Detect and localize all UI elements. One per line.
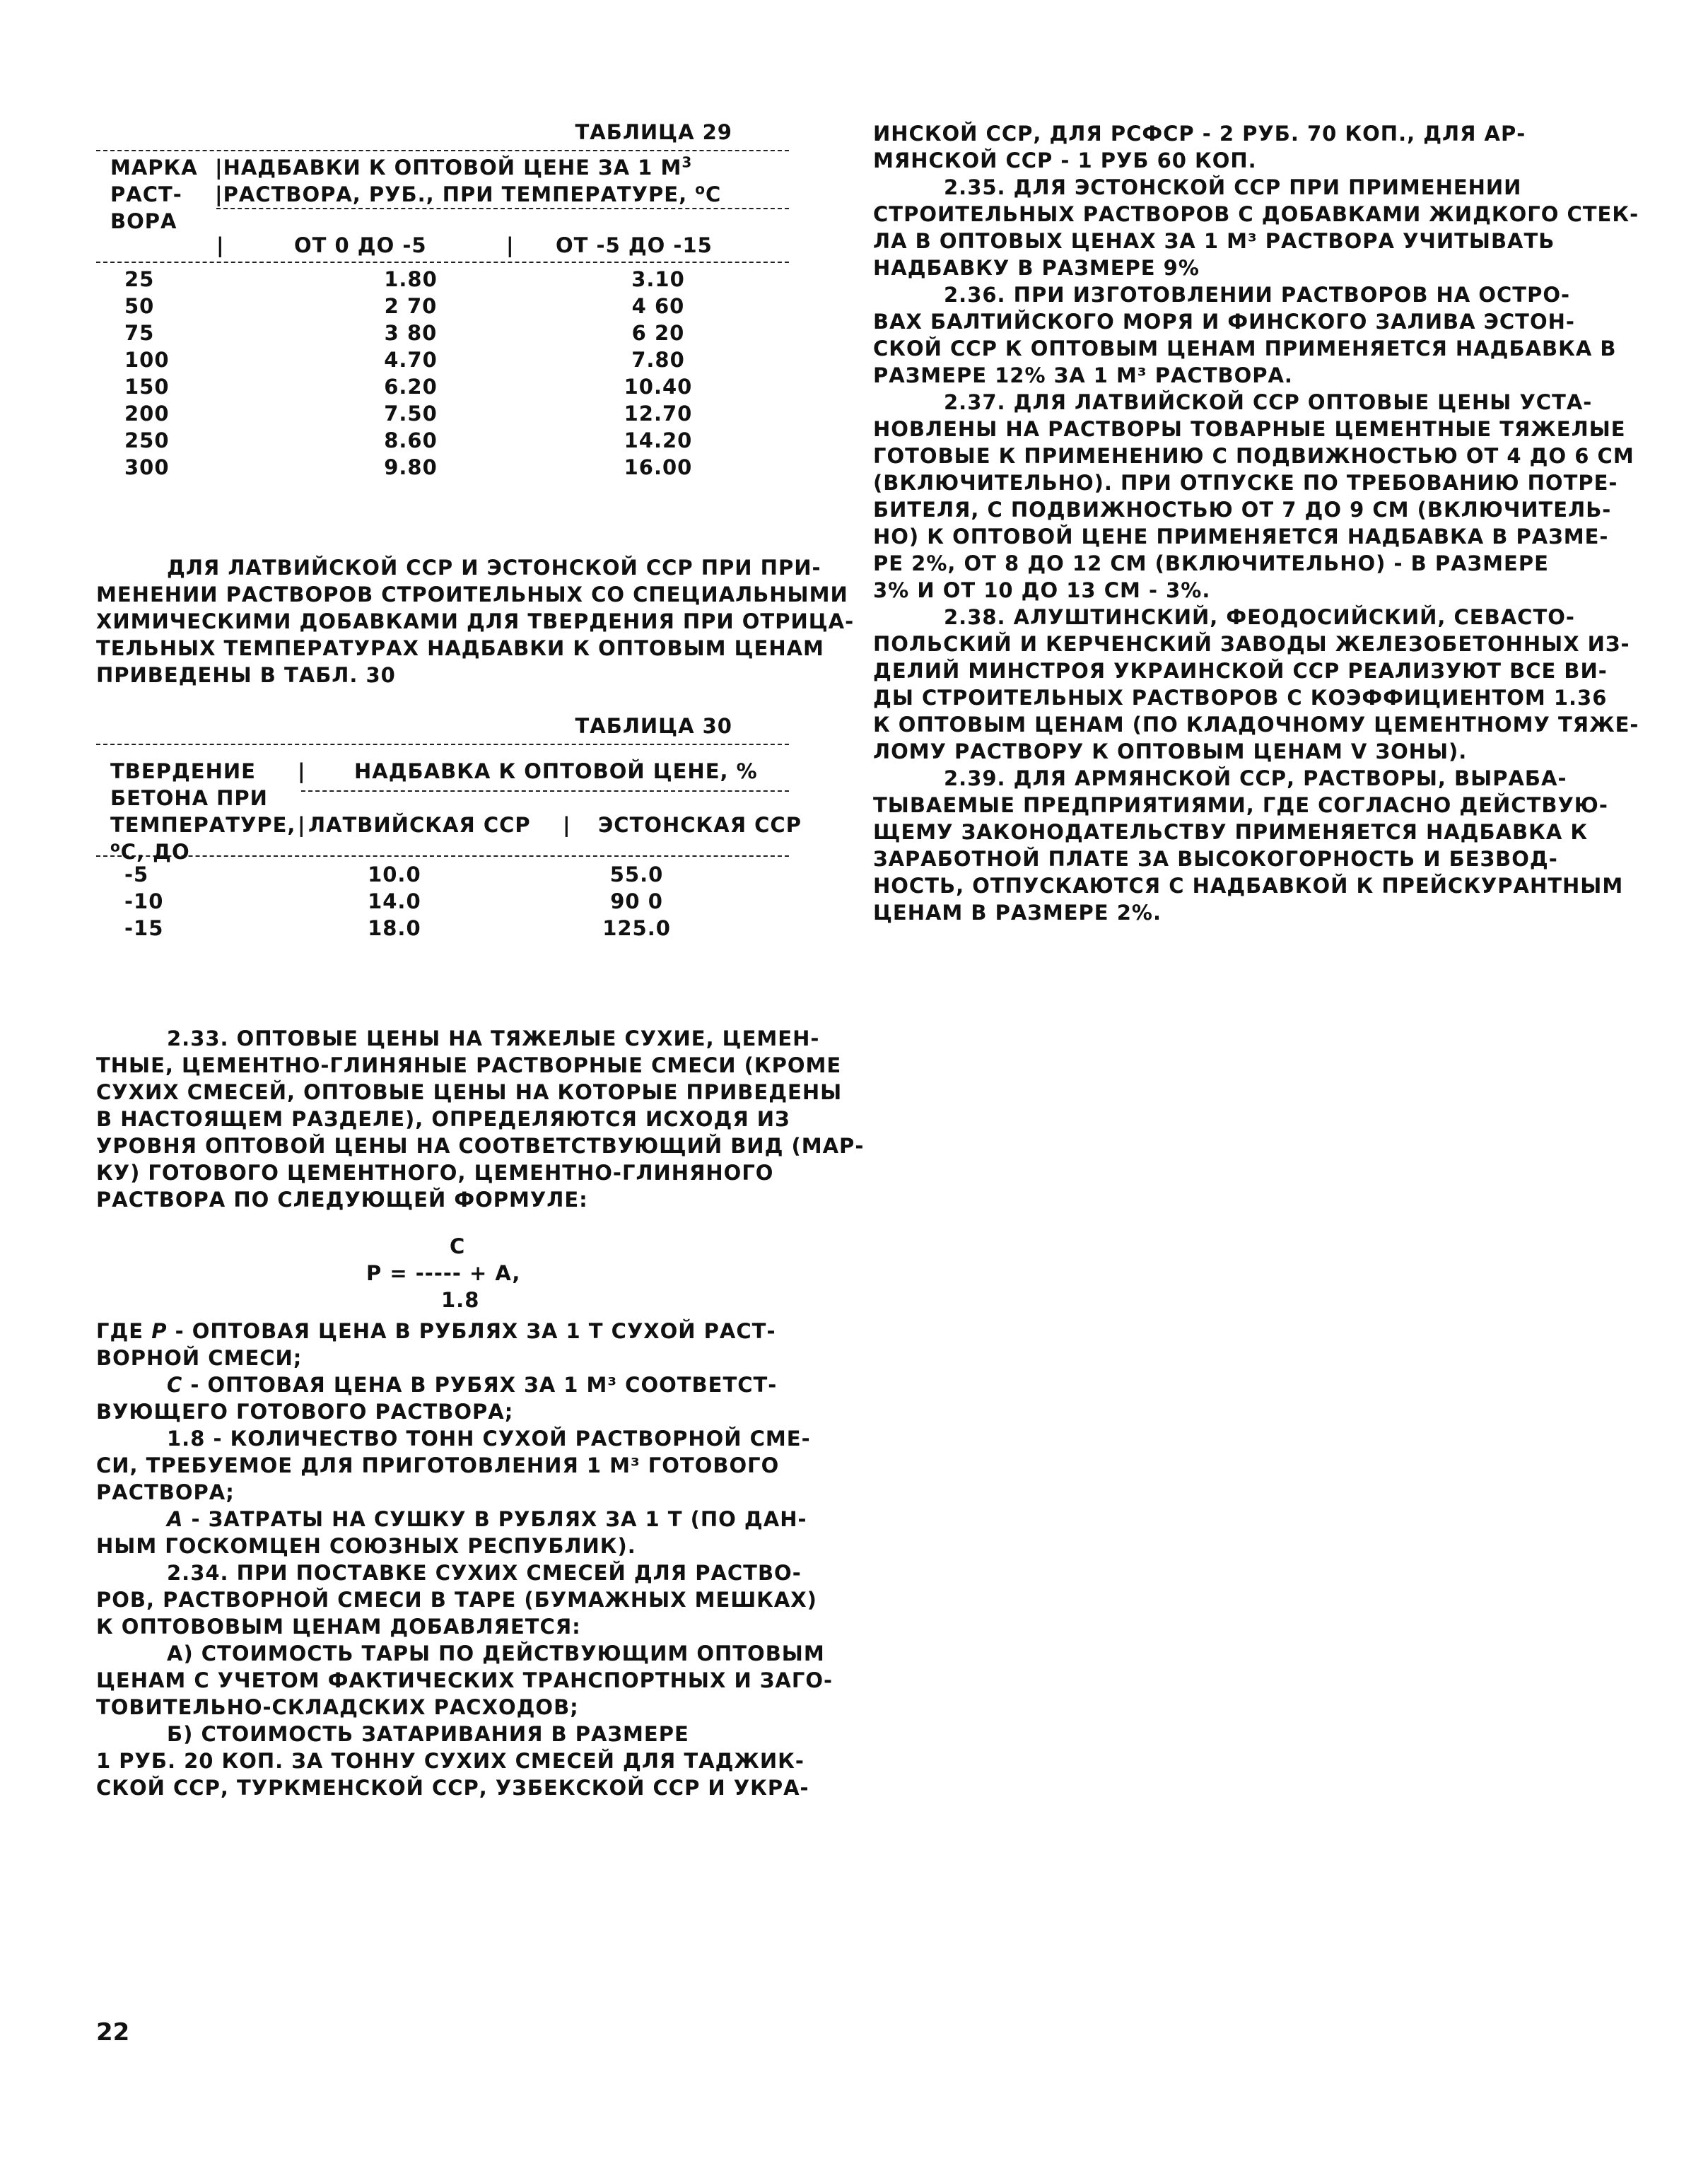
table-rule — [301, 790, 789, 792]
header-mark: МАРКА РАСТ- ВОРА — [110, 156, 198, 233]
table-row: -15 18.0 125.0 — [124, 916, 671, 940]
text-line: 2.36. ПРИ ИЗГОТОВЛЕНИИ РАСТВОРОВ НА ОСТРО- — [944, 283, 1571, 307]
text-line: ИНСКОЙ ССР, ДЛЯ РСФСР - 2 РУБ. 70 КОП., ДЛЯ АР- — [873, 122, 1526, 146]
table-30-body — [96, 857, 789, 942]
text-line: ПОЛЬСКИЙ И КЕРЧЕНСКИЙ ЗАВОДЫ ЖЕЛЕЗОБЕТОННЫХ ИЗ- — [873, 632, 1630, 656]
table-30-header: ТВЕРДЕНИЕ БЕТОНА ПРИ ТЕМПЕРАТУРЕ, $^o$С, ДО | НАДБАВКА К ОПТОВОЙ ЦЕНЕ, % | ЛАТВИЙСКАЯ ССР | ЭСТОНСКАЯ ССР — [110, 759, 802, 864]
text-line: 3% И ОТ 10 ДО 13 СМ - 3%. — [873, 578, 1211, 602]
section-2-33: 2.33. ОПТОВЫЕ ЦЕНЫ НА ТЯЖЕЛЫЕ СУХИЕ, ЦЕМЕН- ТНЫЕ, ЦЕМЕНТНО-ГЛИНЯНЫЕ РАСТВОРНЫЕ СМЕСИ (КРОМЕ СУХИХ СМЕСЕЙ, ОПТОВЫЕ ЦЕНЫ НА КОТОРЫЕ ПРИВЕДЕНЫ В НАСТОЯЩЕМ РАЗДЕЛЕ), ОПРЕДЕЛЯЮТСЯ ИСХОДЯ ИЗ УРОВНЯ ОПТОВОЙ ЦЕНЫ НА СООТВЕТСТВУЮЩИЙ ВИД (МАР- КУ) ГОТОВОГО ЦЕМЕНТНОГО, ЦЕМЕНТНО-ГЛИНЯНОГО РАСТВОРА ПО СЛЕДУЮЩЕЙ ФОРМУЛЕ: — [96, 1026, 865, 1212]
text-line: ГОТОВЫЕ К ПРИМЕНЕНИЮ С ПОДВИЖНОСТЬЮ ОТ 4 ДО 6 СМ — [873, 444, 1634, 468]
table-30 — [96, 744, 802, 942]
text-line: ЛА В ОПТОВЫХ ЦЕНАХ ЗА 1 М³ РАСТВОРА УЧИТЫВАТЬ — [873, 229, 1555, 253]
table-row: -10 14.0 90 0 — [124, 889, 663, 913]
text-line: ВАХ БАЛТИЙСКОГО МОРЯ И ФИНСКОГО ЗАЛИВА ЭСТОН- — [873, 310, 1575, 334]
text-line: РЕ 2%, ОТ 8 ДО 12 СМ (ВКЛЮЧИТЕЛЬНО) - В РАЗМЕРЕ — [873, 551, 1549, 575]
header-surcharge: |НАДБАВКИ К ОПТОВОЙ ЦЕНЕ ЗА 1 $М^3$ |РАСТВОРА, РУБ., ПРИ ТЕМПЕРАТУРЕ, $^o$С — [215, 153, 722, 206]
header-surcharge: НАДБАВКА К ОПТОВОЙ ЦЕНЕ, % — [354, 759, 758, 783]
section-2-34: 2.34. ПРИ ПОСТАВКЕ СУХИХ СМЕСЕЙ ДЛЯ РАСТВО- РОВ, РАСТВОРНОЙ СМЕСИ В ТАРЕ (БУМАЖНЫХ МЕШКАХ) К ОПТОВОВЫМ ЦЕНАМ ДОБАВЛЯЕТСЯ: А) СТОИМОСТЬ ТАРЫ ПО ДЕЙСТВУЮЩИМ ОПТОВЫМ ЦЕНАМ С УЧЕТОМ ФАКТИЧЕСКИХ ТРАНСПОРТНЫХ И ЗАГО- ТОВИТЕЛЬНО-СКЛАДСКИХ РАСХОДОВ; Б) СТОИМОСТЬ ЗАТАРИВАНИЯ В РАЗМЕРЕ 1 РУБ. 20 КОП. ЗА ТОННУ СУХИХ СМЕСЕЙ ДЛЯ ТАДЖИК- СКОЙ ССР, ТУРКМЕНСКОЙ ССР, УЗБЕКСКОЙ ССР И УКРА- — [96, 1561, 833, 1800]
table-rule — [216, 208, 789, 209]
table-30-caption: ТАБЛИЦА 30 — [575, 714, 732, 738]
text-line: НОВЛЕНЫ НА РАСТВОРЫ ТОВАРНЫЕ ЦЕМЕНТНЫЕ ТЯЖЕЛЫЕ — [873, 417, 1626, 441]
table-29-subheader: | ОТ 0 ДО -5 | ОТ -5 ДО -15 — [216, 233, 713, 257]
text-line: РАЗМЕРЕ 12% ЗА 1 М³ РАСТВОРА. — [873, 363, 1293, 387]
text-line: БИТЕЛЯ, С ПОДВИЖНОСТЬЮ ОТ 7 ДО 9 СМ (ВКЛЮЧИТЕЛЬ- — [873, 498, 1612, 522]
table-row: 50 2 70 4 60 — [124, 294, 685, 318]
table-row: 200 7.50 12.70 — [124, 402, 693, 426]
header-hardening: ТВЕРДЕНИЕ БЕТОНА ПРИ ТЕМПЕРАТУРЕ, $^o$С, ДО — [110, 759, 296, 864]
formula-legend: ГДЕ P - ОПТОВАЯ ЦЕНА В РУБЛЯХ ЗА 1 Т СУХОЙ РАСТ- ВОРНОЙ СМЕСИ; C - ОПТОВАЯ ЦЕНА В РУБЯХ ЗА 1 М³ СООТВЕТСТ- ВУЮЩЕГО ГОТОВОГО РАСТВОРА; 1.8 - КОЛИЧЕСТВО ТОНН СУХОЙ РАСТВОРНОЙ СМЕ- СИ, ТРЕБУЕМОЕ ДЛЯ ПРИГОТОВЛЕНИЯ 1 М³ ГОТОВОГО РАСТВОРА; A - ЗАТРАТЫ НА СУШКУ В РУБЛЯХ ЗА 1 Т (ПО ДАН- НЫМ ГОСКОМЦЕН СОЮЗНЫХ РЕСПУБЛИК). — [96, 1319, 811, 1558]
text-line: 2.39. ДЛЯ АРМЯНСКОЙ ССР, РАСТВОРЫ, ВЫРАБА- — [944, 766, 1567, 790]
sections-2-35-2-39 — [873, 120, 1639, 926]
table-29-header — [96, 151, 789, 232]
text-line: ЩЕМУ ЗАКОНОДАТЕЛЬСТВУ ПРИМЕНЯЕТСЯ НАДБАВКА К — [873, 820, 1589, 844]
table-row: 300 9.80 16.00 — [124, 455, 693, 479]
table-29-body — [96, 263, 789, 481]
text-line: ЛОМУ РАСТВОРУ К ОПТОВЫМ ЦЕНАМ V ЗОНЫ). — [873, 739, 1468, 763]
page-number: 22 — [96, 2018, 130, 2047]
table-30-intro: ДЛЯ ЛАТВИЙСКОЙ ССР И ЭСТОНСКОЙ ССР ПРИ ПРИ- МЕНЕНИИ РАСТВОРОВ СТРОИТЕЛЬНЫХ СО СПЕЦИАЛЬНЫМИ ХИМИЧЕСКИМИ ДОБАВКАМИ ДЛЯ ТВЕРДЕНИЯ ПРИ ОТРИЦА- ТЕЛЬНЫХ ТЕМПЕРАТУРАХ НАДБАВКИ К ОПТОВЫМ ЦЕНАМ ПРИВЕДЕНЫ В ТАБЛ. 30 — [96, 556, 855, 687]
text-line: (ВКЛЮЧИТЕЛЬНО). ПРИ ОТПУСКЕ ПО ТРЕБОВАНИЮ ПОТРЕ- — [873, 471, 1618, 495]
price-formula: C P = ----- + A, 1.8 — [366, 1234, 521, 1312]
table-row: -5 10.0 55.0 — [124, 862, 664, 886]
text-line: ЗАРАБОТНОЙ ПЛАТЕ ЗА ВЫСОКОГОРНОСТЬ И БЕЗВОД- — [873, 847, 1558, 871]
text-line: 2.37. ДЛЯ ЛАТВИЙСКОЙ ССР ОПТОВЫЕ ЦЕНЫ УСТА- — [944, 390, 1593, 414]
table-29-caption: ТАБЛИЦА 29 — [575, 120, 732, 144]
table-row: 25 1.80 3.10 — [124, 267, 685, 291]
text-line: К ОПТОВЫМ ЦЕНАМ (ПО КЛАДОЧНОМУ ЦЕМЕНТНОМУ ТЯЖЕ- — [873, 713, 1639, 737]
table-row: 250 8.60 14.20 — [124, 428, 693, 452]
left-column — [96, 120, 865, 1801]
table-row: 75 3 80 6 20 — [124, 321, 685, 345]
text-line: 2.35. ДЛЯ ЭСТОНСКОЙ ССР ПРИ ПРИМЕНЕНИИ — [944, 175, 1522, 199]
table-row: 100 4.70 7.80 — [124, 348, 685, 372]
text-line: ЦЕНАМ В РАЗМЕРЕ 2%. — [873, 901, 1162, 925]
text-line: ДЫ СТРОИТЕЛЬНЫХ РАСТВОРОВ С КОЭФФИЦИЕНТОМ 1.36 — [873, 686, 1608, 710]
text-line: ТЫВАЕМЫЕ ПРЕДПРИЯТИЯМИ, ГДЕ СОГЛАСНО ДЕЙСТВУЮ- — [873, 793, 1608, 817]
table-row: 150 6.20 10.40 — [124, 375, 693, 399]
text-line: НОСТЬ, ОТПУСКАЮТСЯ С НАДБАВКОЙ К ПРЕЙСКУРАНТНЫМ — [873, 874, 1624, 898]
text-line: СКОЙ ССР К ОПТОВЫМ ЦЕНАМ ПРИМЕНЯЕТСЯ НАДБАВКА В — [873, 336, 1617, 361]
text-line: СТРОИТЕЛЬНЫХ РАСТВОРОВ С ДОБАВКАМИ ЖИДКОГО СТЕК- — [873, 202, 1639, 226]
text-line: МЯНСКОЙ ССР - 1 РУБ 60 КОП. — [873, 148, 1257, 172]
text-line: 2.38. АЛУШТИНСКИЙ, ФЕОДОСИЙСКИЙ, СЕВАСТО- — [944, 605, 1575, 629]
right-column — [873, 120, 1639, 926]
text-line: НО) К ОПТОВОЙ ЦЕНЕ ПРИМЕНЯЕТСЯ НАДБАВКА В РАЗМЕ- — [873, 525, 1609, 549]
text-line: НАДБАВКУ В РАЗМЕРЕ 9% — [873, 256, 1200, 280]
text-line: ДЕЛИЙ МИНСТРОЯ УКРАИНСКОЙ ССР РЕАЛИЗУЮТ ВСЕ ВИ- — [873, 659, 1608, 683]
table-29 — [96, 150, 789, 481]
